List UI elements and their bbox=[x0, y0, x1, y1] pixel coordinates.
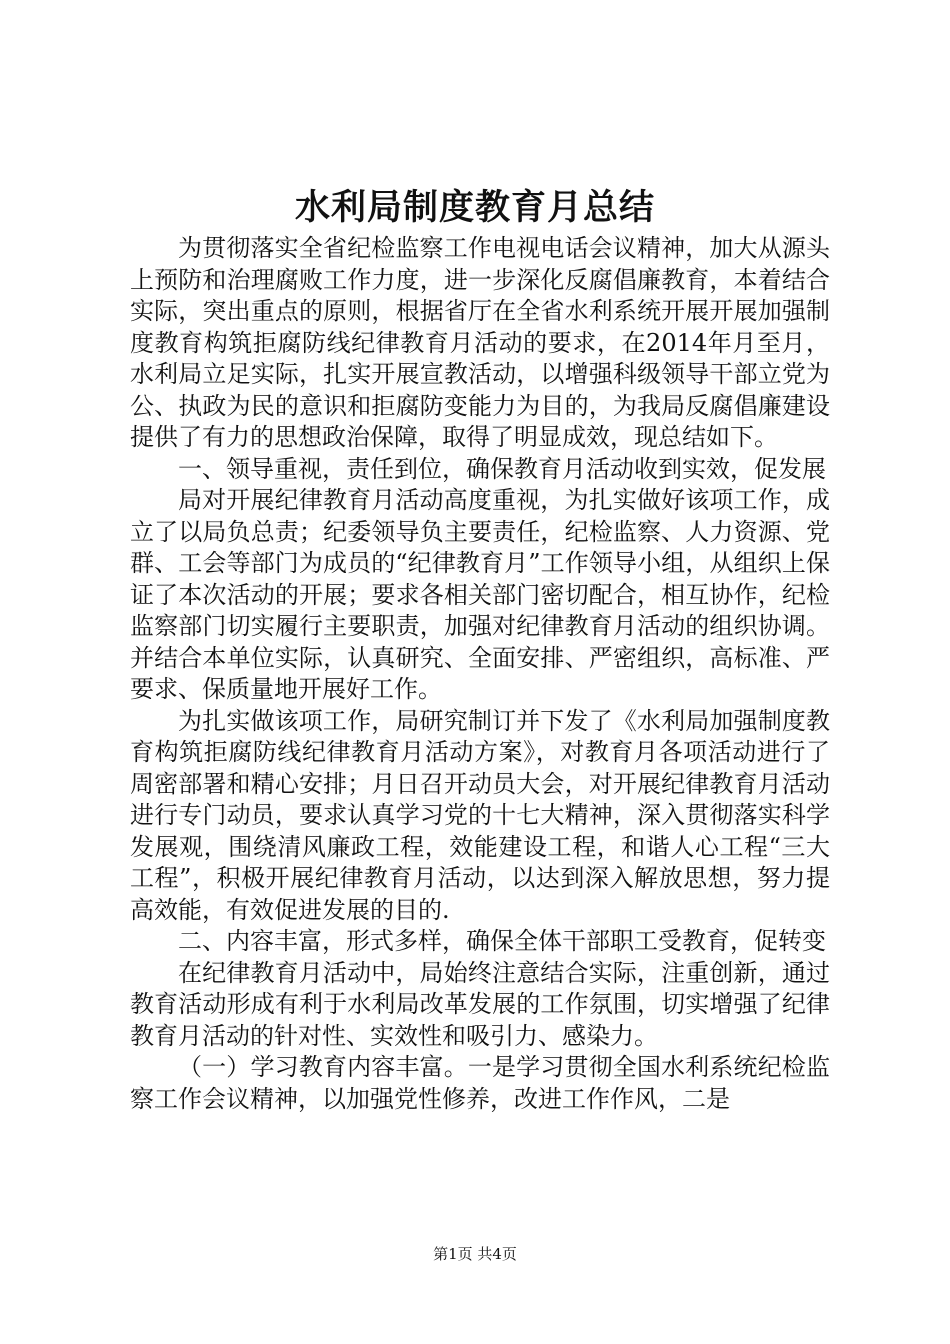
heading-section-two: 二、内容丰富，形式多样，确保全体干部职工受教育，促转变 bbox=[178, 927, 826, 955]
paragraph-leadership: 局对开展纪律教育月活动高度重视，为扎实做好该项工作，成立了以局负总责；纪委领导负主要责任，纪检监察、人力资源、党群、工会等部门为成员的“纪律教育月”工作领导小组，从组织上保证了本次活动的开展；要求各相关部门密切配合，相互协作，纪检监察部门切实履行主要职责，加强对纪律教育月活动的组织协调。并结合本单位实际，认真研究、全面安排、严密组织，高标准、严要求、保质量地开展好工作。 bbox=[130, 486, 830, 703]
paragraph-activities: 在纪律教育月活动中，局始终注意结合实际，注重创新，通过教育活动形成有利于水利局改革发展的工作氛围，切实增强了纪律教育月活动的针对性、实效性和吸引力、感染力。 bbox=[130, 958, 830, 1050]
paragraph-plan: 为扎实做该项工作，局研究制订并下发了《水利局加强制度教育构筑拒腐防线纪律教育月活动方案》，对教育月各项活动进行了周密部署和精心安排；月日召开动员大会，对开展纪律教育月活动进行专门动员，要求认真学习党的十七大精神，深入贯彻落实科学发展观，围绕清风廉政工程，效能建设工程，和谐人心工程“三大工程”，积极开展纪律教育月活动，以达到深入解放思想，努力提高效能，有效促进发展的目的. bbox=[130, 706, 830, 924]
heading-section-one: 一、领导重视，责任到位，确保教育月活动收到实效，促发展 bbox=[178, 454, 826, 483]
document-body bbox=[130, 233, 830, 1115]
page-footer: 第1页 共4页 bbox=[433, 1245, 517, 1263]
paragraph-intro: 为贯彻落实全省纪检监察工作电视电话会议精神，加大从源头上预防和治理腐败工作力度，进一步深化反腐倡廉教育，本着结合实际，突出重点的原则，根据省厅在全省水利系统开展开展加强制度教育构筑拒腐防线纪律教育月活动的要求，在2014年月至月，水利局立足实际，扎实开展宣教活动，以增强科级领导干部立党为公、执政为民的意识和拒腐防变能力为目的，为我局反腐倡廉建设提供了有力的思想政治保障，取得了明显成效，现总结如下。 bbox=[130, 234, 830, 451]
document-title: 水利局制度教育月总结 bbox=[294, 187, 655, 228]
paragraph-study-content: （一）学习教育内容丰富。一是学习贯彻全国水利系统纪检监察工作会议精神，以加强党性修养，改进工作作风，二是 bbox=[130, 1053, 830, 1113]
